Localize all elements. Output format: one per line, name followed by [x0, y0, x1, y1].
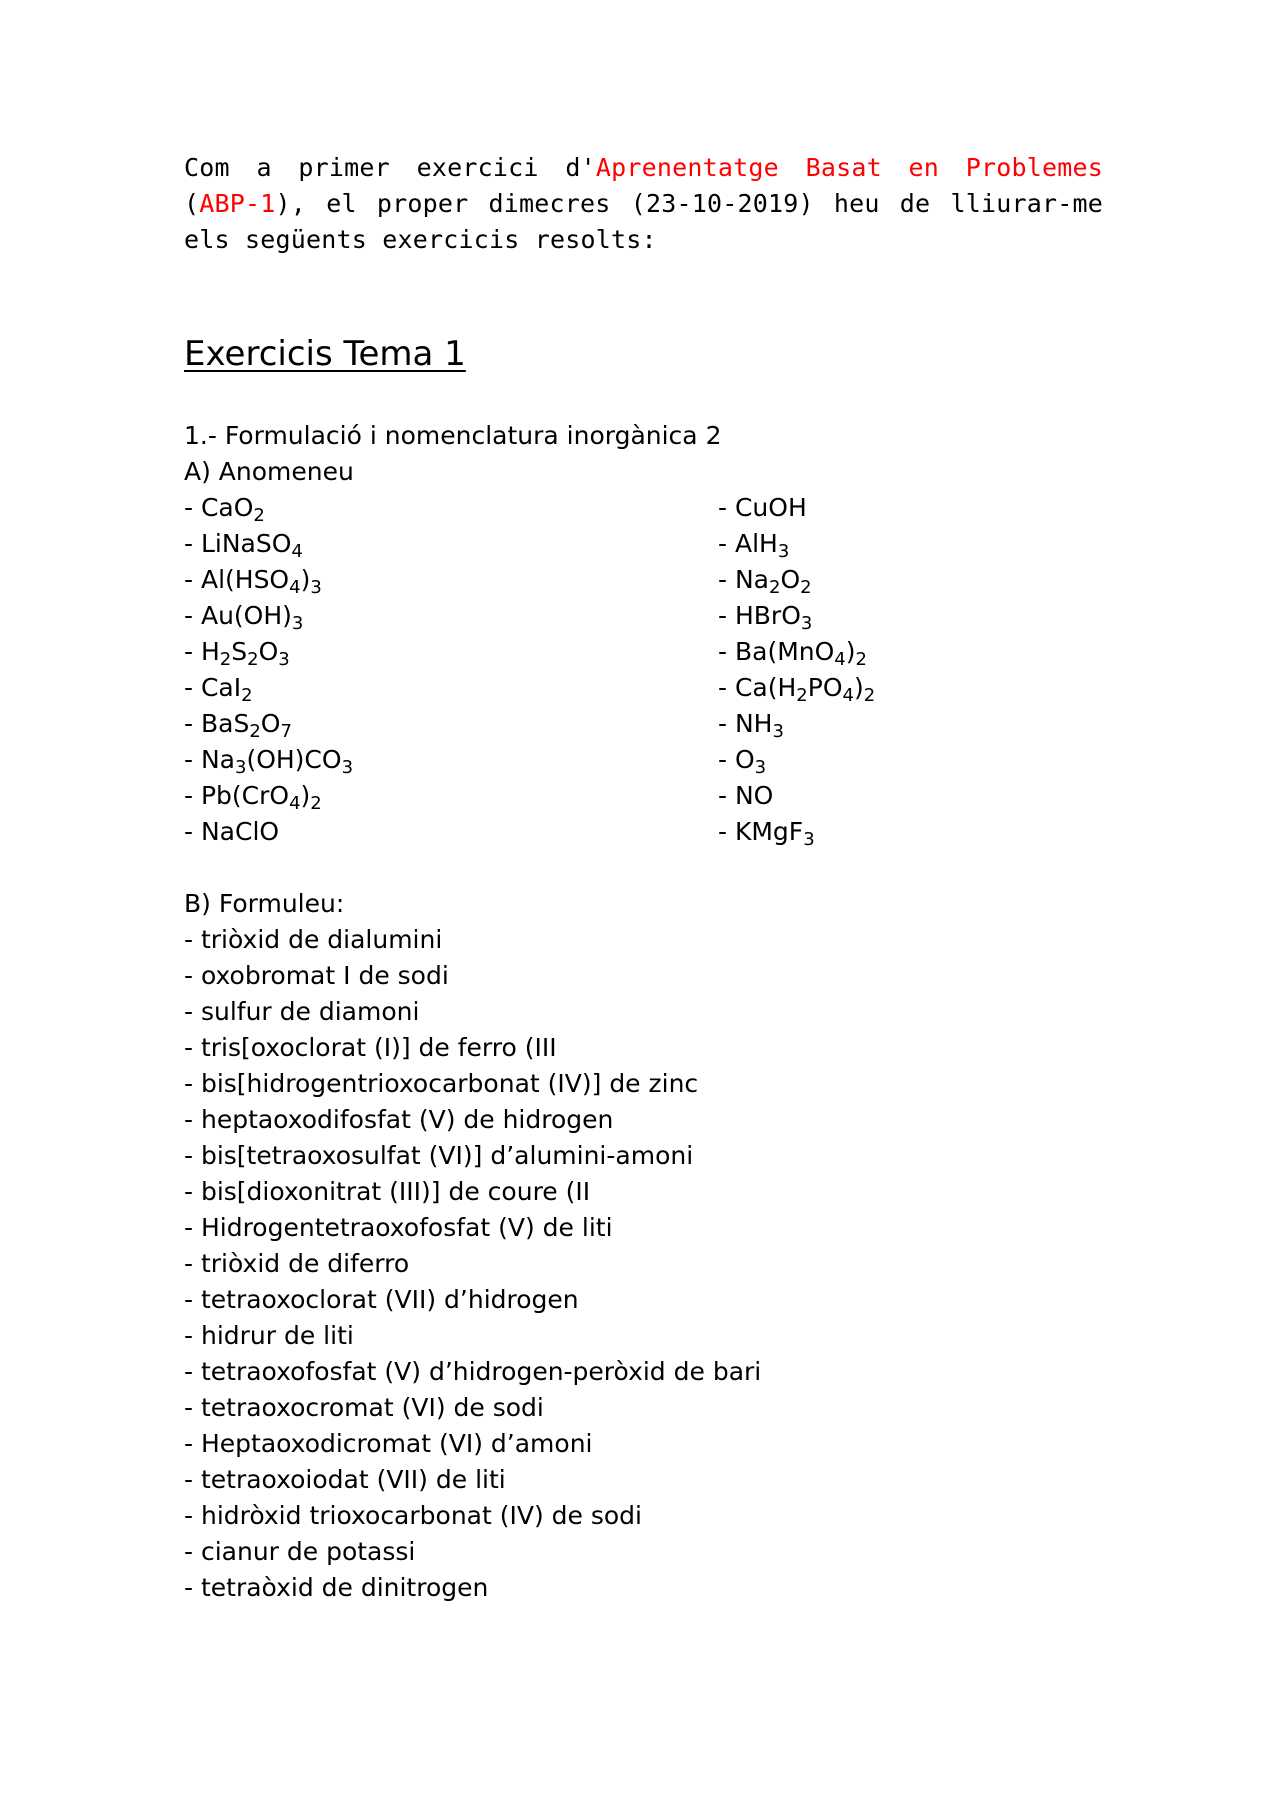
name-item: - hidrur de liti — [184, 1321, 354, 1350]
formula-item: - NaClO — [184, 817, 280, 846]
name-item: - cianur de potassi — [184, 1537, 416, 1566]
part-a-right-list — [718, 490, 875, 850]
name-item: - tetraoxocromat (VI) de sodi — [184, 1393, 544, 1422]
formula-item: - CaO$_2$ — [184, 493, 265, 527]
section-heading: Exercicis Tema 1 — [184, 334, 466, 374]
intro-highlight-code: ABP-1 — [199, 189, 276, 218]
part-a-left-list — [184, 490, 353, 850]
name-item: - tris[oxoclorat (I)] de ferro (III — [184, 1033, 557, 1062]
part-b-list — [184, 922, 761, 1606]
part-b-label: B) Formuleu: — [184, 889, 345, 918]
formula-item: - LiNaSO$_4$ — [184, 529, 303, 563]
exercise-title: 1.- Formulació i nomenclatura inorgànica 2 — [184, 421, 722, 450]
formula-item: - $Pb(CrO_4)_2$ — [184, 781, 322, 815]
formula-item: - HBrO$_3$ — [718, 601, 813, 635]
formula-item: - $H_2S_2O_3$ — [184, 637, 290, 671]
formula-item: - AlH$_3$ — [718, 529, 790, 563]
formula-item: - $Ba(MnO_4)_2$ — [718, 637, 867, 671]
name-item: - bis[hidrogentrioxocarbonat (IV)] de zinc — [184, 1069, 699, 1098]
formula-item: - CaI$_2$ — [184, 673, 253, 707]
name-item: - tetraoxoclorat (VII) d’hidrogen — [184, 1285, 579, 1314]
name-item: - tetraòxid de dinitrogen — [184, 1573, 489, 1602]
name-item: - triòxid de dialumini — [184, 925, 443, 954]
formula-item: - $Na_2O_2$ — [718, 565, 812, 599]
name-item: - Hidrogentetraoxofosfat (V) de liti — [184, 1213, 613, 1242]
formula-item: - CuOH — [718, 493, 807, 522]
name-item: - tetraoxofosfat (V) d’hidrogen-peròxid de bari — [184, 1357, 762, 1386]
formula-item: - KMgF$_3$ — [718, 817, 815, 851]
formula-item: - $Na_3(OH)CO_3$ — [184, 745, 354, 779]
formula-item: - $O_3$ — [718, 745, 767, 779]
name-item: - heptaoxodifosfat (V) de hidrogen — [184, 1105, 614, 1134]
part-a-label: A) Anomeneu — [184, 457, 354, 486]
name-item: - oxobromat I de sodi — [184, 961, 449, 990]
formula-item: - $NH_3$ — [718, 709, 784, 743]
intro-highlight-abp: Aprenentatge Basat en Problemes — [595, 153, 1103, 182]
formula-item: - $Au(OH)_3$ — [184, 601, 304, 635]
name-item: - sulfur de diamoni — [184, 997, 420, 1026]
formula-item: - $BaS_2O_7$ — [184, 709, 292, 743]
intro-text-3: ), el proper dimecres (23-10-2019) heu de lliurar-me els següents exercicis resolts: — [184, 189, 1103, 254]
formula-item: - NO — [718, 781, 774, 810]
formula-item: - $Al(HSO_4)_3$ — [184, 565, 322, 599]
name-item: - bis[dioxonitrat (III)] de coure (II — [184, 1177, 591, 1206]
name-item: - bis[tetraoxosulfat (VI)] d’alumini-amoni — [184, 1141, 694, 1170]
intro-paragraph — [184, 150, 1103, 258]
intro-text-2: ( — [184, 189, 200, 218]
name-item: - hidròxid trioxocarbonat (IV) de sodi — [184, 1501, 642, 1530]
name-item: - tetraoxoiodat (VII) de liti — [184, 1465, 506, 1494]
name-item: - Heptaoxodicromat (VI) d’amoni — [184, 1429, 593, 1458]
intro-text-1: Com a primer exercici d' — [184, 153, 596, 182]
formula-item: - $Ca(H_2PO_4)_2$ — [718, 673, 876, 707]
name-item: - triòxid de diferro — [184, 1249, 410, 1278]
